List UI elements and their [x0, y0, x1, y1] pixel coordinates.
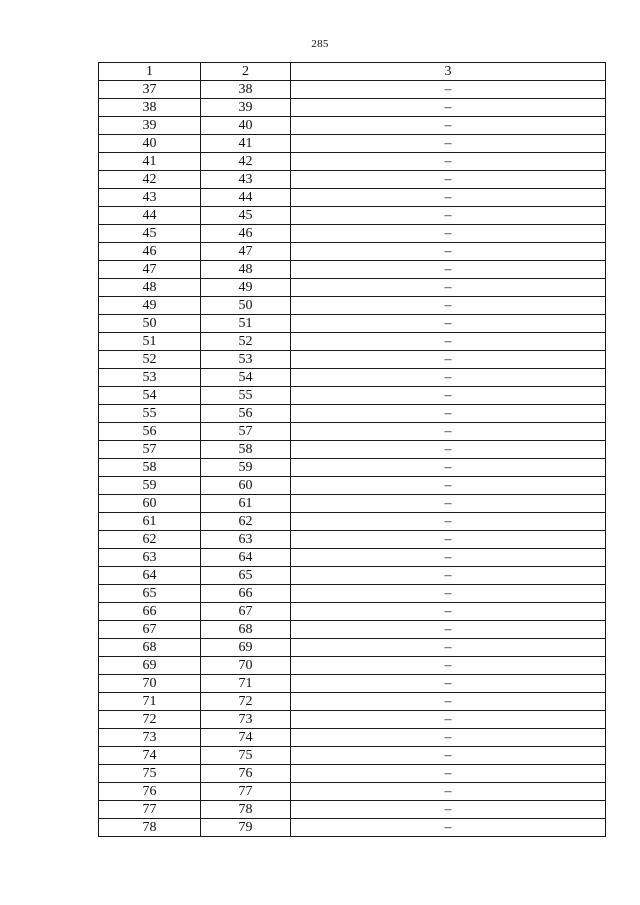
table-cell-col-3: – — [291, 549, 606, 567]
table-cell-col-2: 68 — [201, 621, 291, 639]
table-row — [99, 621, 606, 639]
table-cell-col-1: 53 — [99, 369, 201, 387]
table-cell-col-1: 68 — [99, 639, 201, 657]
table-row — [99, 801, 606, 819]
table-cell-col-2: 77 — [201, 783, 291, 801]
table-cell-col-2: 59 — [201, 459, 291, 477]
table-row — [99, 765, 606, 783]
table-cell-col-2: 67 — [201, 603, 291, 621]
table-row — [99, 567, 606, 585]
table-cell-col-1: 70 — [99, 675, 201, 693]
table-cell-col-2: 70 — [201, 657, 291, 675]
table-cell-col-2: 41 — [201, 135, 291, 153]
table-row — [99, 711, 606, 729]
table-cell-col-1: 39 — [99, 117, 201, 135]
table-cell-col-2: 50 — [201, 297, 291, 315]
column-header-2: 2 — [201, 63, 291, 81]
table-row — [99, 747, 606, 765]
table-row — [99, 819, 606, 837]
table-header — [99, 63, 606, 81]
table-cell-col-1: 62 — [99, 531, 201, 549]
table-row — [99, 423, 606, 441]
table-cell-col-1: 49 — [99, 297, 201, 315]
table-row — [99, 81, 606, 99]
table-cell-col-1: 64 — [99, 567, 201, 585]
table-cell-col-3: – — [291, 369, 606, 387]
table-cell-col-3: – — [291, 783, 606, 801]
table-cell-col-2: 75 — [201, 747, 291, 765]
table-row — [99, 333, 606, 351]
table-cell-col-3: – — [291, 405, 606, 423]
table-cell-col-1: 55 — [99, 405, 201, 423]
table-cell-col-1: 44 — [99, 207, 201, 225]
table-cell-col-2: 71 — [201, 675, 291, 693]
table-cell-col-2: 45 — [201, 207, 291, 225]
table-cell-col-1: 42 — [99, 171, 201, 189]
table-cell-col-1: 41 — [99, 153, 201, 171]
table-cell-col-1: 67 — [99, 621, 201, 639]
table-row — [99, 189, 606, 207]
table-cell-col-3: – — [291, 351, 606, 369]
table-cell-col-2: 73 — [201, 711, 291, 729]
table-cell-col-1: 78 — [99, 819, 201, 837]
table-cell-col-3: – — [291, 711, 606, 729]
table-cell-col-3: – — [291, 621, 606, 639]
table-cell-col-3: – — [291, 729, 606, 747]
table-cell-col-3: – — [291, 207, 606, 225]
table-row — [99, 99, 606, 117]
table-cell-col-2: 48 — [201, 261, 291, 279]
table-row — [99, 369, 606, 387]
table-row — [99, 387, 606, 405]
table-row — [99, 657, 606, 675]
table-cell-col-1: 38 — [99, 99, 201, 117]
table-cell-col-3: – — [291, 585, 606, 603]
table-row — [99, 495, 606, 513]
table-row — [99, 405, 606, 423]
table-cell-col-2: 56 — [201, 405, 291, 423]
table-cell-col-2: 69 — [201, 639, 291, 657]
table-cell-col-2: 72 — [201, 693, 291, 711]
table-cell-col-3: – — [291, 477, 606, 495]
table-cell-col-3: – — [291, 333, 606, 351]
table-cell-col-3: – — [291, 297, 606, 315]
column-header-1: 1 — [99, 63, 201, 81]
table-cell-col-2: 62 — [201, 513, 291, 531]
table-cell-col-3: – — [291, 243, 606, 261]
table-row — [99, 693, 606, 711]
table-cell-col-1: 65 — [99, 585, 201, 603]
table-cell-col-2: 38 — [201, 81, 291, 99]
table-cell-col-2: 40 — [201, 117, 291, 135]
table-cell-col-1: 72 — [99, 711, 201, 729]
table-cell-col-3: – — [291, 693, 606, 711]
table-cell-col-3: – — [291, 225, 606, 243]
table-row — [99, 171, 606, 189]
table-row — [99, 351, 606, 369]
table-row — [99, 315, 606, 333]
table-cell-col-1: 56 — [99, 423, 201, 441]
table-cell-col-1: 71 — [99, 693, 201, 711]
table-cell-col-1: 43 — [99, 189, 201, 207]
table-row — [99, 243, 606, 261]
table-row — [99, 729, 606, 747]
table-cell-col-2: 51 — [201, 315, 291, 333]
table-cell-col-1: 60 — [99, 495, 201, 513]
table-cell-col-1: 57 — [99, 441, 201, 459]
table-row — [99, 531, 606, 549]
table-cell-col-1: 37 — [99, 81, 201, 99]
table-cell-col-3: – — [291, 819, 606, 837]
table-row — [99, 207, 606, 225]
table-cell-col-1: 46 — [99, 243, 201, 261]
table-cell-col-3: – — [291, 261, 606, 279]
table-cell-col-2: 61 — [201, 495, 291, 513]
table-cell-col-2: 76 — [201, 765, 291, 783]
table-cell-col-1: 77 — [99, 801, 201, 819]
table-cell-col-3: – — [291, 315, 606, 333]
data-table — [98, 62, 606, 837]
table-cell-col-3: – — [291, 279, 606, 297]
table-cell-col-1: 47 — [99, 261, 201, 279]
table-row — [99, 117, 606, 135]
table-row — [99, 225, 606, 243]
table-cell-col-1: 54 — [99, 387, 201, 405]
table-cell-col-1: 61 — [99, 513, 201, 531]
table-cell-col-3: – — [291, 387, 606, 405]
table-cell-col-1: 66 — [99, 603, 201, 621]
table-cell-col-3: – — [291, 567, 606, 585]
table-cell-col-1: 73 — [99, 729, 201, 747]
table-cell-col-3: – — [291, 747, 606, 765]
table-row — [99, 459, 606, 477]
table-cell-col-3: – — [291, 423, 606, 441]
table-cell-col-1: 40 — [99, 135, 201, 153]
table-cell-col-3: – — [291, 675, 606, 693]
table-cell-col-1: 48 — [99, 279, 201, 297]
table-row — [99, 153, 606, 171]
table-row — [99, 585, 606, 603]
table-row — [99, 477, 606, 495]
table-cell-col-2: 54 — [201, 369, 291, 387]
table-cell-col-3: – — [291, 531, 606, 549]
table-cell-col-3: – — [291, 657, 606, 675]
table-cell-col-2: 74 — [201, 729, 291, 747]
table-cell-col-1: 63 — [99, 549, 201, 567]
table-row — [99, 675, 606, 693]
table-cell-col-2: 64 — [201, 549, 291, 567]
table-cell-col-1: 76 — [99, 783, 201, 801]
table-cell-col-2: 43 — [201, 171, 291, 189]
table-cell-col-2: 55 — [201, 387, 291, 405]
table-cell-col-1: 50 — [99, 315, 201, 333]
header-row — [99, 63, 606, 81]
table-cell-col-1: 52 — [99, 351, 201, 369]
table-row — [99, 639, 606, 657]
table-cell-col-2: 79 — [201, 819, 291, 837]
table-cell-col-3: – — [291, 765, 606, 783]
table-cell-col-1: 51 — [99, 333, 201, 351]
table-cell-col-3: – — [291, 513, 606, 531]
table-row — [99, 549, 606, 567]
table-row — [99, 261, 606, 279]
table-cell-col-1: 58 — [99, 459, 201, 477]
table-cell-col-3: – — [291, 801, 606, 819]
table-cell-col-2: 60 — [201, 477, 291, 495]
table-cell-col-1: 69 — [99, 657, 201, 675]
table-cell-col-3: – — [291, 639, 606, 657]
table-cell-col-1: 75 — [99, 765, 201, 783]
table-row — [99, 783, 606, 801]
table-cell-col-2: 78 — [201, 801, 291, 819]
table-row — [99, 441, 606, 459]
table-cell-col-2: 47 — [201, 243, 291, 261]
table-cell-col-2: 66 — [201, 585, 291, 603]
table-row — [99, 513, 606, 531]
table-cell-col-1: 59 — [99, 477, 201, 495]
table-cell-col-2: 58 — [201, 441, 291, 459]
table-row — [99, 603, 606, 621]
table-cell-col-2: 63 — [201, 531, 291, 549]
table-cell-col-2: 46 — [201, 225, 291, 243]
page-number: 285 — [311, 38, 329, 50]
table-cell-col-2: 42 — [201, 153, 291, 171]
table-cell-col-3: – — [291, 189, 606, 207]
table-cell-col-2: 44 — [201, 189, 291, 207]
table-row — [99, 297, 606, 315]
table-cell-col-2: 52 — [201, 333, 291, 351]
table-cell-col-1: 74 — [99, 747, 201, 765]
table-cell-col-2: 49 — [201, 279, 291, 297]
table-body — [99, 81, 606, 837]
table-cell-col-2: 53 — [201, 351, 291, 369]
table-cell-col-3: – — [291, 171, 606, 189]
table-row — [99, 279, 606, 297]
table-cell-col-2: 57 — [201, 423, 291, 441]
table-cell-col-3: – — [291, 441, 606, 459]
table-cell-col-3: – — [291, 99, 606, 117]
column-header-3: 3 — [291, 63, 606, 81]
table-cell-col-3: – — [291, 135, 606, 153]
table-cell-col-1: 45 — [99, 225, 201, 243]
table-cell-col-2: 65 — [201, 567, 291, 585]
table-cell-col-3: – — [291, 603, 606, 621]
table-cell-col-2: 39 — [201, 99, 291, 117]
table-row — [99, 135, 606, 153]
table-cell-col-3: – — [291, 495, 606, 513]
table-cell-col-3: – — [291, 459, 606, 477]
table-cell-col-3: – — [291, 153, 606, 171]
table-cell-col-3: – — [291, 117, 606, 135]
table-cell-col-3: – — [291, 81, 606, 99]
